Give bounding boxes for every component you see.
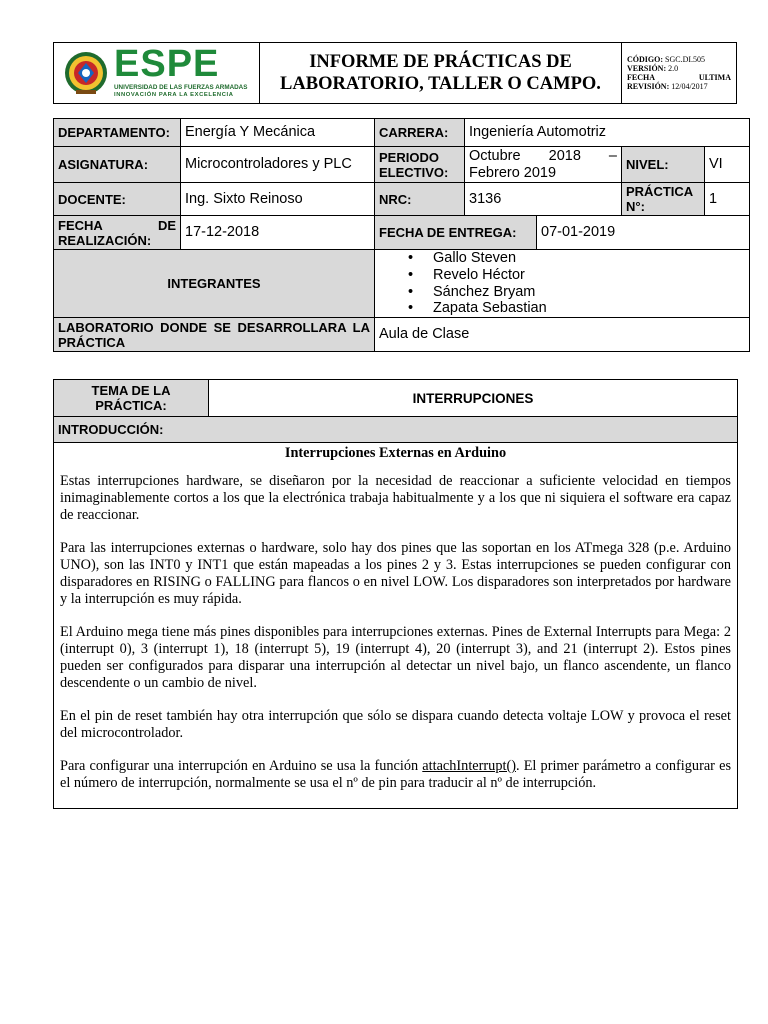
table-row xyxy=(54,147,750,183)
section-title: Interrupciones Externas en Arduino xyxy=(284,445,507,461)
departamento-label: DEPARTAMENTO: xyxy=(54,119,181,147)
list-item: • Sánchez Bryam xyxy=(433,284,749,301)
title-line-2: LABORATORIO, TALLER O CAMPO. xyxy=(280,74,601,94)
version-label: VERSIÓN: xyxy=(627,64,667,73)
docente-label: DOCENTE: xyxy=(54,183,181,216)
docente-value: Ing. Sixto Reinoso xyxy=(181,183,375,216)
practice-table xyxy=(53,379,738,809)
paragraph: Para configurar una interrupción en Arduino se usa la función attachInterrupt(). El primer parámetro a configurar es el número de interrupción, normalmente se usa el nº de pin para traducir al nº de interrupción. xyxy=(60,758,732,791)
carrera-label: CARRERA: xyxy=(375,119,465,147)
table-row xyxy=(54,380,738,417)
espe-logo xyxy=(54,43,259,103)
paragraph: Para las interrupciones externas o hardware, solo hay dos pines que las soportan en los ATmega 328 (p.e. Arduino UNO), son las INT0 y INT1 que están mapeadas a los pines 2 y 3. Estas interrupciones se pueden configurar con disparadores en RISING o FALLING para flancos o en nivel LOW. Los disparadores son interpretados por hardware y la interrupción es muy rápida. xyxy=(60,540,731,607)
nrc-label: NRC: xyxy=(375,183,465,216)
practica-label: PRÁCTICA N°: xyxy=(622,183,705,216)
table-row xyxy=(54,216,750,250)
table-row xyxy=(54,318,750,352)
integrantes-label: INTEGRANTES xyxy=(54,250,375,318)
asignatura-value: Microcontroladores y PLC xyxy=(181,147,375,183)
fecha-entrega-value: 07-01-2019 xyxy=(537,216,750,250)
table-row xyxy=(54,250,750,318)
tema-value: INTERRUPCIONES xyxy=(209,380,738,417)
fecha-entrega-label: FECHA DE ENTREGA: xyxy=(375,216,537,250)
asignatura-label: ASIGNATURA: xyxy=(54,147,181,183)
revision-label: REVISIÓN: xyxy=(627,82,670,91)
paragraph: Estas interrupciones hardware, se diseñaron por la necesidad de reaccionar a suficiente velocidad en tiempos inimaginablemente cortos a los que la electrónica trabaja habitualmente y a los que ni siquiera el software era capaz de reaccionar. xyxy=(60,473,731,523)
carrera-value: Ingeniería Automotriz xyxy=(465,119,750,147)
paragraph: En el pin de reset también hay otra interrupción que sólo se dispara cuando detecta voltaje LOW y provoca el reset del microcontrolador. xyxy=(60,708,731,741)
logo-cell xyxy=(54,43,260,104)
practica-value: 1 xyxy=(705,183,750,216)
laboratorio-value: Aula de Clase xyxy=(375,318,750,352)
nivel-label: NIVEL: xyxy=(622,147,705,183)
laboratorio-label: LABORATORIO DONDE SE DESARROLLARA LA PRÁCTICA xyxy=(54,318,375,352)
revision-value: 12/04/2017 xyxy=(671,82,708,91)
list-item: • Zapata Sebastian xyxy=(433,300,749,317)
title-line-1: INFORME DE PRÁCTICAS DE xyxy=(309,52,572,72)
paragraph: El Arduino mega tiene más pines disponibles para interrupciones externas. Pines de External Interrupts para Mega: 2 (interrupt 0), 3 (interrupt 1), 18 (interrupt 5), 19 (interrupt 4), 20 (interrupt 3), and 21 (interrupt 2). Estos pines pueden ser configurados para disparar una interrupción al detectar un nivel bajo, un flanco ascendente, un flanco descendente o un cambio de nivel. xyxy=(60,624,731,691)
codigo-value: SGC.DI.505 xyxy=(665,55,706,64)
list-item: • Gallo Steven xyxy=(433,250,749,267)
periodo-label: PERIODO ELECTIVO: xyxy=(375,147,465,183)
document-header xyxy=(53,42,737,104)
brand-wordmark: ESPE xyxy=(114,43,220,85)
university-name: UNIVERSIDAD DE LAS FUERZAS ARMADAS xyxy=(114,84,248,91)
codigo-label: CÓDIGO: xyxy=(627,55,663,64)
integrantes-list xyxy=(375,250,750,318)
info-table xyxy=(53,118,750,352)
fecha-label: FECHA xyxy=(627,73,655,82)
version-value: 2.0 xyxy=(668,64,679,73)
list-item: • Revelo Héctor xyxy=(433,267,749,284)
university-tagline: INNOVACIÓN PARA LA EXCELENCIA xyxy=(114,92,234,98)
members-list xyxy=(375,250,749,317)
document-title xyxy=(260,43,622,104)
document-metadata xyxy=(622,43,737,104)
ultima-label: ULTIMA xyxy=(698,73,731,82)
table-row xyxy=(54,417,738,443)
attachinterrupt-link[interactable]: attachInterrupt() xyxy=(422,758,516,774)
table-row xyxy=(54,183,750,216)
introduccion-label: INTRODUCCIÓN: xyxy=(54,417,738,443)
introduccion-body xyxy=(54,443,738,809)
table-row xyxy=(54,443,738,809)
tema-label: TEMA DE LA PRÁCTICA: xyxy=(54,380,209,417)
fecha-realizacion-label: FECHA DE REALIZACIÓN: xyxy=(54,216,181,250)
periodo-value: Octubre 2018 – Febrero 2019 xyxy=(465,147,622,183)
nrc-value: 3136 xyxy=(465,183,622,216)
table-row xyxy=(54,119,750,147)
nivel-value: VI xyxy=(705,147,750,183)
fecha-realizacion-value: 17-12-2018 xyxy=(181,216,375,250)
departamento-value: Energía Y Mecánica xyxy=(181,119,375,147)
